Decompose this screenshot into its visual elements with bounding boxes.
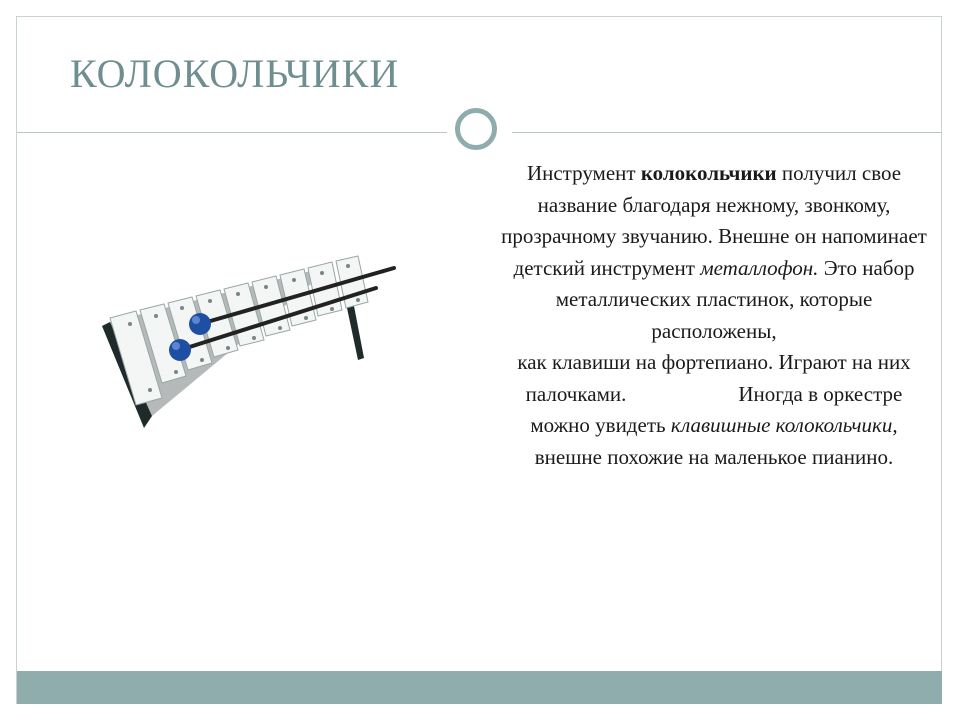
footer-bar <box>17 671 942 704</box>
divider-circle-ornament <box>455 108 497 150</box>
title-divider-right <box>512 132 942 133</box>
slide-title: КОЛОКОЛЬЧИКИ <box>70 51 400 96</box>
glockenspiel-illustration <box>92 248 412 448</box>
term-metallofon: металлофон. <box>700 255 819 280</box>
term-kolokolchiki: колокольчики <box>640 161 777 185</box>
glockenspiel-image <box>92 248 412 448</box>
term-klavishnye-kolokolchiki: клавишные колокольчики <box>670 413 893 437</box>
description-text: Инструмент колокольчики получил свое название благодаря нежному, звонкому, прозрачному звучанию. Внешне он напоминает детский инструмент металлофон. Это набор металлических пластинок, которые расположены, как клавиши на фортепиано. Играют на них палочками. Иногда в оркестре можно увидеть клавишные колокольчики, внешне похожие на маленькое пианино. <box>501 161 927 469</box>
title-divider-left <box>17 132 447 133</box>
